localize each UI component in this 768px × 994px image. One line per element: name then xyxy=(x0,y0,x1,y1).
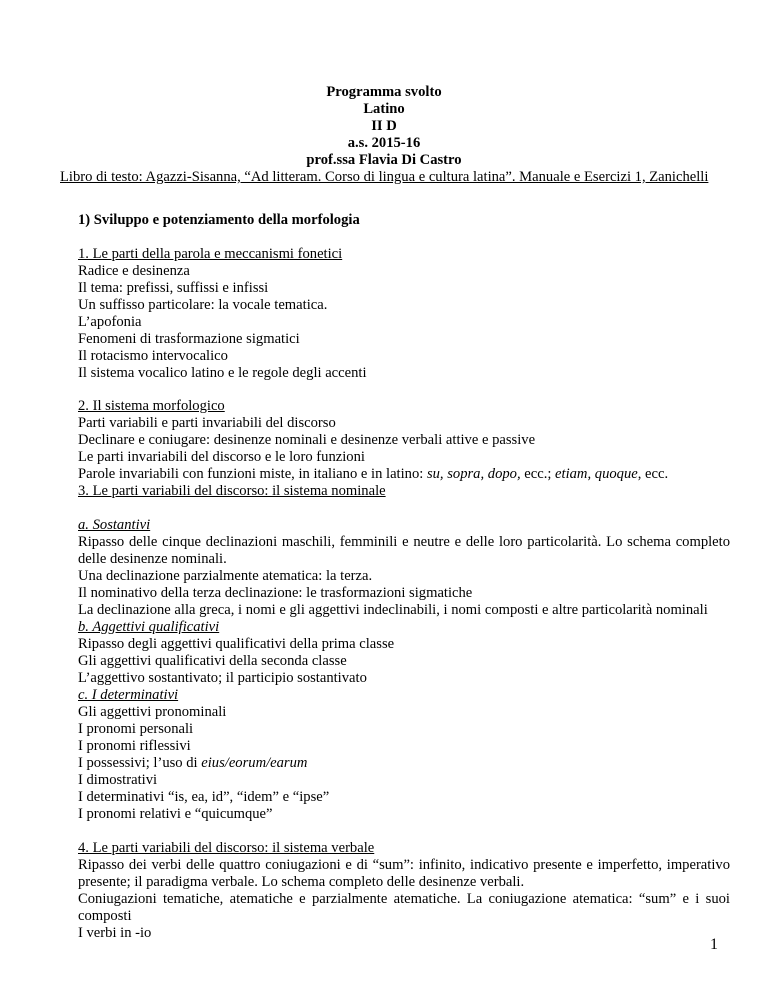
section-1-title: 1) Sviluppo e potenziamento della morfologia xyxy=(78,212,360,228)
list-item: I pronomi personali xyxy=(78,721,194,737)
paragraph: Il nominativo della terza declinazione: le trasformazioni sigmatiche xyxy=(78,585,473,601)
sub3b-block xyxy=(78,619,728,687)
list-item xyxy=(78,466,728,483)
sub3a-title-block xyxy=(78,517,728,534)
paragraph: Una declinazione parzialmente atematica: la terza. xyxy=(78,568,373,584)
text-span: ecc.; xyxy=(520,466,556,482)
sub3a-title: a. Sostantivi xyxy=(78,517,151,533)
paragraph: Coniugazioni tematiche, atematiche e parzialmente atematiche. La coniugazione atematica: “sum” e i suoi composti xyxy=(78,891,730,924)
paragraph: Ripasso dei verbi delle quattro coniugazioni e di “sum”: infinito, indicativo presente e imperfetto, imperativo presente; il paradigma verbale. Lo schema completo delle desinenze verbali. xyxy=(78,857,730,890)
sub4-body xyxy=(60,857,730,942)
list-item: Le parti invariabili del discorso e le loro funzioni xyxy=(78,449,365,465)
sub3c-block xyxy=(78,687,728,823)
paragraph: Ripasso delle cinque declinazioni maschili, femminili e neutre e delle loro particolarità. Lo schema completo delle desinenze nominali. xyxy=(78,534,730,567)
list-item: I dimostrativi xyxy=(78,772,158,788)
italic-span: su, sopra, dopo, xyxy=(426,466,521,482)
sub3-title-block xyxy=(78,483,728,500)
text-span: , ecc. xyxy=(637,466,669,482)
list-item: Il tema: prefissi, suffissi e infissi xyxy=(78,280,269,296)
title-programma: Programma svolto xyxy=(326,84,442,100)
list-item: L’aggettivo sostantivato; il participio sostantivato xyxy=(78,670,367,686)
list-item: Parti variabili e parti invariabili del discorso xyxy=(78,415,336,431)
list-item: I determinativi “is, ea, id”, “idem” e “ipse” xyxy=(78,789,330,805)
italic-span: eius/eorum/earum xyxy=(201,755,308,771)
list-item: Ripasso degli aggettivi qualificativi della prima classe xyxy=(78,636,395,652)
list-item: Radice e desinenza xyxy=(78,263,190,279)
sub3b-title: b. Aggettivi qualificativi xyxy=(78,619,220,635)
list-item: I pronomi riflessivi xyxy=(78,738,191,754)
list-item: Un suffisso particolare: la vocale tematica. xyxy=(78,297,328,313)
list-item: I pronomi relativi e “quicumque” xyxy=(78,806,273,822)
page-number: 1 xyxy=(710,936,718,953)
section-1-heading xyxy=(78,212,728,229)
list-item: Gli aggettivi pronominali xyxy=(78,704,227,720)
sub2-block xyxy=(78,398,728,483)
list-item: Il sistema vocalico latino e le regole degli accenti xyxy=(78,365,367,381)
sub1-title: 1. Le parti della parola e meccanismi fonetici xyxy=(78,246,343,262)
paragraph: I verbi in -io xyxy=(78,925,152,941)
sub3-title: 3. Le parti variabili del discorso: il sistema nominale xyxy=(78,483,386,499)
textbook-reference: Libro di testo: Agazzi-Sisanna, “Ad litteram. Corso di lingua e cultura latina”. Manuale e Esercizi 1, Zanichelli xyxy=(60,169,709,185)
title-class: II D xyxy=(371,118,397,134)
paragraph: La declinazione alla greca, i nomi e gli aggettivi indeclinabili, i nomi composti e altre particolarità nominali xyxy=(78,602,708,618)
list-item xyxy=(78,755,728,772)
sub4-title-block xyxy=(78,840,728,857)
sub2-title: 2. Il sistema morfologico xyxy=(78,398,225,414)
list-item: Il rotacismo intervocalico xyxy=(78,348,228,364)
title-school-year: a.s. 2015-16 xyxy=(347,135,421,151)
italic-span: etiam, quoque xyxy=(555,466,638,482)
sub4-title: 4. Le parti variabili del discorso: il sistema verbale xyxy=(78,840,375,856)
title-subject: Latino xyxy=(363,101,405,117)
text-span: I possessivi; l’uso di xyxy=(78,755,202,771)
title-teacher: prof.ssa Flavia Di Castro xyxy=(306,152,462,168)
sub3c-title: c. I determinativi xyxy=(78,687,179,703)
sub1-block xyxy=(78,246,728,382)
text-span: Parole invariabili con funzioni miste, in italiano e in latino: xyxy=(78,466,427,482)
list-item: L’apofonia xyxy=(78,314,142,330)
sub3a-body xyxy=(60,534,730,619)
list-item: Declinare e coniugare: desinenze nominali e desinenze verbali attive e passive xyxy=(78,432,536,448)
list-item: Gli aggettivi qualificativi della seconda classe xyxy=(78,653,347,669)
list-item: Fenomeni di trasformazione sigmatici xyxy=(78,331,300,347)
